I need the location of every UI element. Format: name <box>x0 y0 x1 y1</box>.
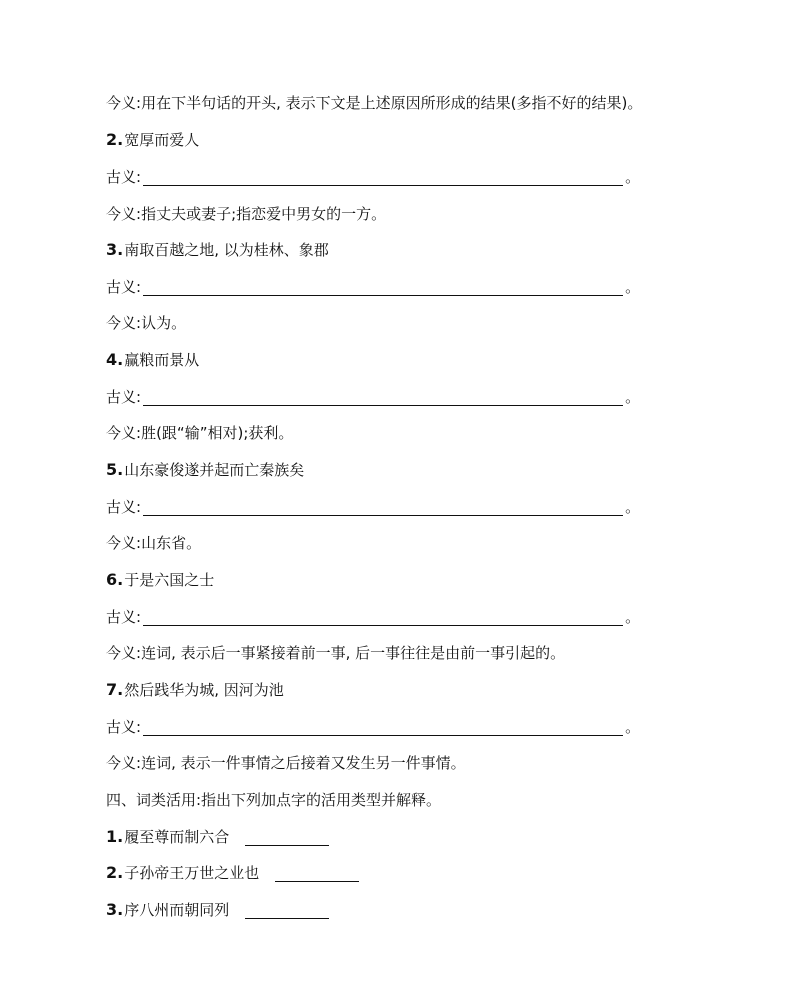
modern-text: 认为。 <box>141 314 187 332</box>
modern-label: 今义 <box>106 314 137 332</box>
item-6 <box>106 570 214 590</box>
answer-blank[interactable] <box>275 867 359 882</box>
exercise-text: 子孙帝王万世之业也 <box>124 864 260 882</box>
end-mark: 。 <box>625 608 641 626</box>
item-text: 于是六国之士 <box>124 571 215 589</box>
modern-meaning-2 <box>106 204 386 224</box>
ancient-label: 古义 <box>106 718 137 736</box>
item-text: 宽厚而爱人 <box>124 131 200 149</box>
modern-meaning-3 <box>106 313 186 333</box>
separator: : <box>136 94 142 112</box>
answer-blank[interactable] <box>143 391 623 406</box>
item-number: 5. <box>106 460 124 479</box>
answer-blank[interactable] <box>143 171 623 186</box>
separator: : <box>136 498 142 516</box>
separator: : <box>136 278 142 296</box>
item-number: 2. <box>106 130 124 149</box>
separator: : <box>136 168 142 186</box>
ancient-meaning-5 <box>106 497 640 517</box>
heading-text: 四、词类活用:指出下列加点字的活用类型并解释。 <box>106 791 442 809</box>
item-2 <box>106 130 199 150</box>
item-number: 6. <box>106 570 124 589</box>
item-text: 南取百越之地, 以为桂林、象郡 <box>124 241 329 259</box>
section-heading <box>106 790 441 810</box>
ancient-label: 古义 <box>106 278 137 296</box>
ancient-meaning-7 <box>106 717 640 737</box>
modern-text: 用在下半句话的开头, 表示下文是上述原因所形成的结果(多指不好的结果)。 <box>141 94 643 112</box>
ancient-meaning-6 <box>106 607 640 627</box>
separator: : <box>136 754 142 772</box>
end-mark: 。 <box>625 388 641 406</box>
ancient-meaning-4 <box>106 387 640 407</box>
exercise-text: 履至尊而制六合 <box>124 828 230 846</box>
separator: : <box>136 388 142 406</box>
exercise-number: 2. <box>106 863 124 882</box>
exercise-3 <box>106 900 329 920</box>
separator: : <box>136 424 142 442</box>
exercise-2 <box>106 863 359 883</box>
separator: : <box>136 205 142 223</box>
ancient-meaning-3 <box>106 277 640 297</box>
ancient-label: 古义 <box>106 608 137 626</box>
item-4 <box>106 350 199 370</box>
separator: : <box>136 644 142 662</box>
item-number: 3. <box>106 240 124 259</box>
item-7 <box>106 680 284 700</box>
modern-label: 今义 <box>106 644 137 662</box>
answer-blank[interactable] <box>245 831 329 846</box>
modern-text: 连词, 表示后一事紧接着前一事, 后一事往往是由前一事引起的。 <box>141 644 566 662</box>
answer-blank[interactable] <box>143 721 623 736</box>
item-number: 4. <box>106 350 124 369</box>
end-mark: 。 <box>625 498 641 516</box>
end-mark: 。 <box>625 168 641 186</box>
separator: : <box>136 314 142 332</box>
separator: : <box>136 608 142 626</box>
answer-blank[interactable] <box>143 281 623 296</box>
modern-meaning-6 <box>106 643 565 663</box>
item-number: 7. <box>106 680 124 699</box>
ancient-label: 古义 <box>106 388 137 406</box>
modern-meaning-5 <box>106 533 201 553</box>
answer-blank[interactable] <box>143 611 623 626</box>
answer-blank[interactable] <box>143 501 623 516</box>
modern-label: 今义 <box>106 754 137 772</box>
item-text: 山东豪俊遂并起而亡秦族矣 <box>124 461 305 479</box>
item-5 <box>106 460 304 480</box>
separator: : <box>136 718 142 736</box>
ancient-label: 古义 <box>106 498 137 516</box>
modern-meaning-7 <box>106 753 466 773</box>
answer-blank[interactable] <box>245 904 329 919</box>
line-1-modern-meaning <box>106 93 642 113</box>
ancient-label: 古义 <box>106 168 137 186</box>
modern-label: 今义 <box>106 205 137 223</box>
end-mark: 。 <box>625 278 641 296</box>
modern-meaning-4 <box>106 423 293 443</box>
exercise-number: 1. <box>106 827 124 846</box>
exercise-number: 3. <box>106 900 124 919</box>
modern-text: 指丈夫或妻子;指恋爱中男女的一方。 <box>141 205 387 223</box>
item-3 <box>106 240 329 260</box>
item-text: 然后践华为城, 因河为池 <box>124 681 284 699</box>
modern-label: 今义 <box>106 94 137 112</box>
ancient-meaning-2 <box>106 167 640 187</box>
end-mark: 。 <box>625 718 641 736</box>
exercise-text: 序八州而朝同列 <box>124 901 230 919</box>
separator: : <box>136 534 142 552</box>
exercise-1 <box>106 827 329 847</box>
modern-text: 连词, 表示一件事情之后接着又发生另一件事情。 <box>141 754 466 772</box>
modern-text: 山东省。 <box>141 534 202 552</box>
item-text: 赢粮而景从 <box>124 351 200 369</box>
modern-label: 今义 <box>106 424 137 442</box>
modern-text: 胜(跟“输”相对);获利。 <box>141 424 294 442</box>
modern-label: 今义 <box>106 534 137 552</box>
